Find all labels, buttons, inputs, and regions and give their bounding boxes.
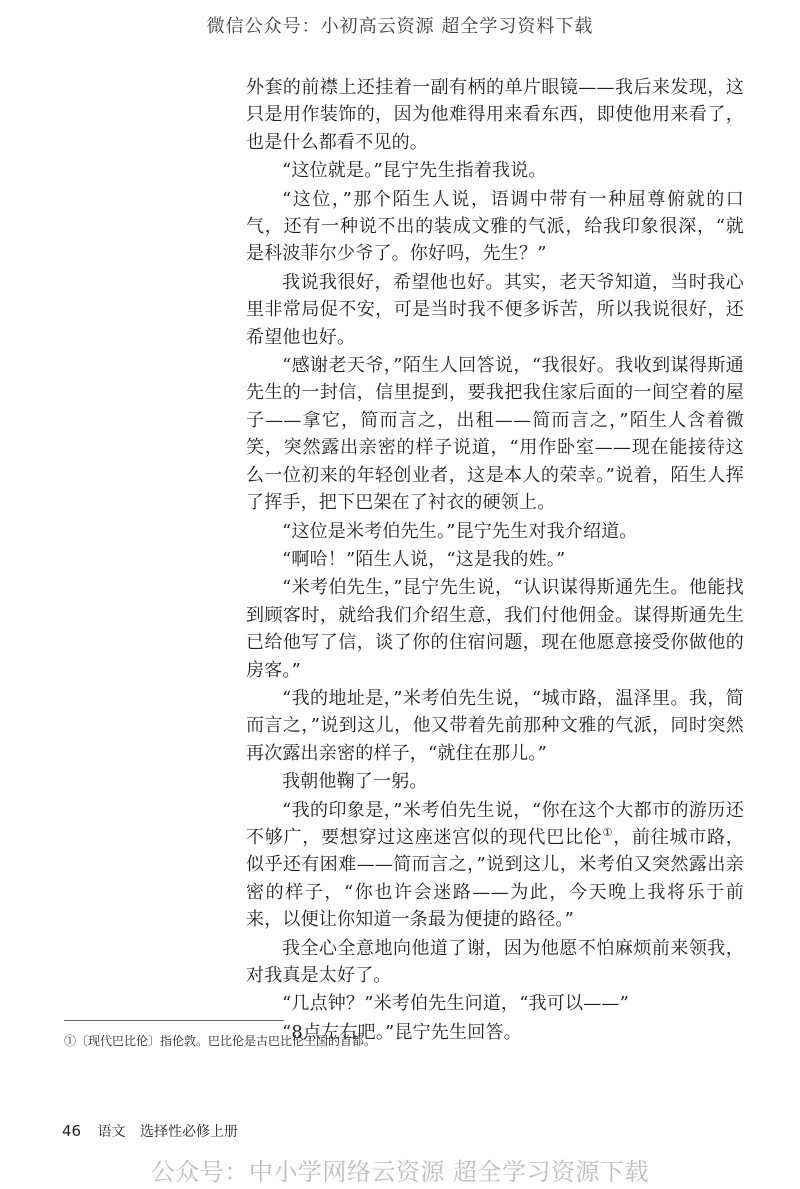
subject-label: 语文 xyxy=(97,1124,126,1140)
paragraph: “感谢老天爷，”陌生人回答说，“我很好。我收到谋得斯通先生的一封信，信里提到，要我把我住家后面的一间空着的屋子——拿它，简而言之，出租——简而言之，”陌生人含着微笑，突然露出亲密的样子说道，“用作卧室——现在能接待这么一位初来的年轻创业者，这是本人的荣幸。”说着，陌生人挥了挥手，把下巴架在了衬衣的硬领上。 xyxy=(246,355,744,514)
footnote-divider xyxy=(64,1020,284,1021)
bottom-watermark: 公众号：中小学网络云资源 超全学习资源下载 xyxy=(150,1158,650,1186)
paragraph: 外套的前襟上还挂着一副有柄的单片眼镜——我后来发现，这只是用作装饰的，因为他难得用来看东西，即使他用来看了，也是什么都看不见的。 xyxy=(246,77,744,153)
paragraph: “几点钟？”米考伯先生问道，“我可以——” xyxy=(282,993,630,1015)
paragraph: 我说我很好，希望他也好。其实，老天爷知道，当时我心里非常局促不安，可是当时我不便多诉苦，所以我说很好，还希望他也好。 xyxy=(246,271,744,348)
paragraph: “这位，”那个陌生人说，语调中带有一种屈尊俯就的口气，还有一种说不出的装成文雅的气派，给我印象很深，“就是科波菲尔少爷了。你好吗，先生？” xyxy=(246,188,744,265)
paragraph: “这位就是。”昆宁先生指着我说。 xyxy=(282,160,547,182)
footnote-text: 〔现代巴比伦〕指伦敦。巴比伦是古巴比伦王国的首都。 xyxy=(76,1034,377,1048)
paragraph: “我的地址是，”米考伯先生说，“城市路，温泽里。我，简而言之，”说到这儿，他又带着先前那种文雅的气派，同时突然再次露出亲密的样子，“就住在那儿。” xyxy=(246,687,744,764)
paragraph-text-continued: ，前往城市路，似乎还有困难——简而言之，”说到这儿，米考伯又突然露出亲密的样子，“你也许会迷路——为此，今天晚上我将乐于前来，以便让你知道一条最为便捷的路径。” xyxy=(246,826,744,931)
footnote xyxy=(64,1032,394,1051)
paragraph: 我朝他鞠了一躬。 xyxy=(282,771,428,793)
paragraph: 我全心全意地向他道了谢，因为他愿不怕麻烦前来领我，对我真是太好了。 xyxy=(246,937,744,986)
footnote-reference[interactable]: ① xyxy=(602,825,614,839)
paragraph-text: “我的印象是，”米考伯先生说，“你在这个大都市的游历还不够广，要想穿过这座迷宫似的现代巴比伦 xyxy=(246,799,744,848)
page-footer xyxy=(62,1121,238,1141)
book-title: 选择性必修上册 xyxy=(140,1124,238,1140)
page-number: 46 xyxy=(62,1122,82,1140)
footnote-marker: ① xyxy=(64,1034,77,1048)
main-text xyxy=(246,74,744,1047)
paragraph-with-footnote xyxy=(246,797,744,934)
paragraph: “米考伯先生，”昆宁先生说，“认识谋得斯通先生。他能找到顾客时，就给我们介绍生意，我们付他佣金。谋得斯通先生已给他写了信，谈了你的住宿问题，现在他愿意接受你做他的房客。” xyxy=(246,577,744,681)
top-watermark: 微信公众号：小初高云资源 超全学习资料下载 xyxy=(206,16,594,37)
paragraph: “8点左右吧。”昆宁先生回答。 xyxy=(282,1021,522,1043)
paragraph: “这位是米考伯先生。”昆宁先生对我介绍道。 xyxy=(282,520,638,542)
paragraph: “啊哈！”陌生人说，“这是我的姓。” xyxy=(282,548,566,570)
